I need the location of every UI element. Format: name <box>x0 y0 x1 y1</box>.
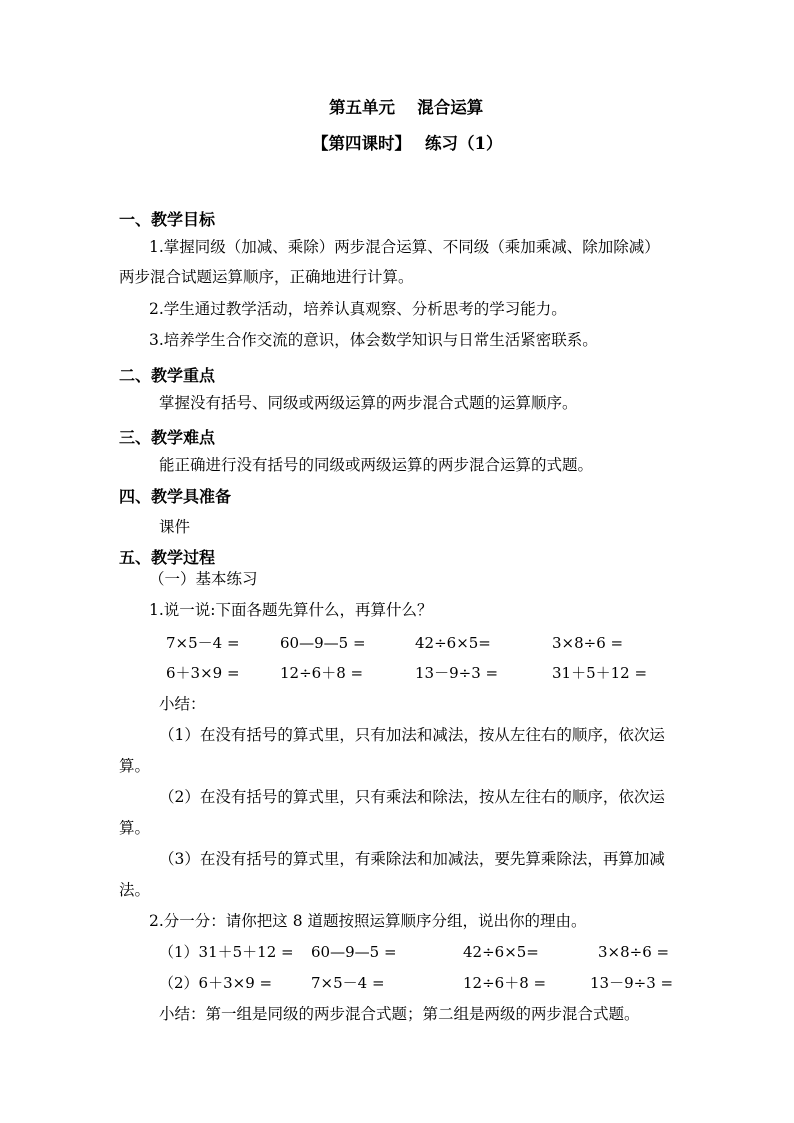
q1-eq-r1c3: 42÷6×5= <box>415 634 491 652</box>
goal-item-3: 3.培养学生合作交流的意识，体会数学知识与日常生活紧密联系。 <box>149 331 598 349</box>
q2-eq-r1c4: 3×8÷6 = <box>598 943 670 961</box>
key-points-text: 掌握没有括号、同级或两级运算的两步混合式题的运算顺序。 <box>159 394 578 412</box>
summary-1: （1）在没有括号的算式里，只有加法和减法，按从左往右的顺序，依次运 <box>159 726 665 744</box>
q2-eq-r2c4: 13－9÷3 = <box>590 974 674 992</box>
section-heading-process: 五、教学过程 <box>119 548 216 567</box>
difficulties-text: 能正确进行没有括号的同级或两级运算的两步混合运算的式题。 <box>159 456 594 474</box>
question-2: 2.分一分：请你把这 8 道题按照运算顺序分组，说出你的理由。 <box>149 912 587 930</box>
goal-item-1-cont: 两步混合试题运算顺序，正确地进行计算。 <box>119 268 414 286</box>
question-1: 1.说一说:下面各题先算什么，再算什么？ <box>149 601 433 619</box>
materials-text: 课件 <box>159 518 191 536</box>
q1-eq-r1c4: 3×8÷6 = <box>552 634 624 652</box>
q2-eq-r1c1: （1）31＋5＋12 = <box>159 943 294 961</box>
section-heading-key-points: 二、教学重点 <box>119 366 216 385</box>
section-heading-materials: 四、教学具准备 <box>119 487 232 506</box>
page-subtitle: 【第四课时】 练习（1） <box>312 134 503 153</box>
goal-item-2: 2.学生通过教学活动，培养认真观察、分析思考的学习能力。 <box>149 300 567 318</box>
goal-item-1: 1.掌握同级（加减、乘除）两步混合运算、不同级（乘加乘减、除加除减） <box>149 238 660 256</box>
q1-eq-r2c1: 6＋3×9 = <box>166 664 240 682</box>
summary-3: （3）在没有括号的算式里，有乘除法和加减法，要先算乘除法，再算加减 <box>159 850 665 868</box>
summary-2: （2）在没有括号的算式里，只有乘法和除法，按从左往右的顺序，依次运 <box>159 788 665 806</box>
process-subheading-basic-practice: （一）基本练习 <box>149 570 258 588</box>
q2-eq-r1c3: 42÷6×5= <box>463 943 539 961</box>
q1-eq-r2c3: 13－9÷3 = <box>415 664 499 682</box>
q1-eq-r1c1: 7×5－4 = <box>166 634 240 652</box>
q2-eq-r2c1: （2）6＋3×9 = <box>159 974 273 992</box>
q2-eq-r1c2: 60—9—5 = <box>311 943 397 961</box>
summary-label: 小结： <box>159 695 206 713</box>
summary-2-cont: 算。 <box>119 819 151 837</box>
q1-eq-r2c2: 12÷6＋8 = <box>280 664 364 682</box>
section-heading-goals: 一、教学目标 <box>119 210 216 229</box>
summary-1-cont: 算。 <box>119 757 151 775</box>
summary-3-cont: 法。 <box>119 881 151 899</box>
q2-eq-r2c2: 7×5－4 = <box>311 974 385 992</box>
page-title: 第五单元 混合运算 <box>329 98 484 117</box>
q1-eq-r2c4: 31＋5＋12 = <box>552 664 648 682</box>
q2-eq-r2c3: 12÷6＋8 = <box>463 974 547 992</box>
q1-eq-r1c2: 60—9—5 = <box>280 634 366 652</box>
q2-summary: 小结：第一组是同级的两步混合式题；第二组是两级的两步混合式题。 <box>159 1005 640 1023</box>
section-heading-difficulties: 三、教学难点 <box>119 428 216 447</box>
